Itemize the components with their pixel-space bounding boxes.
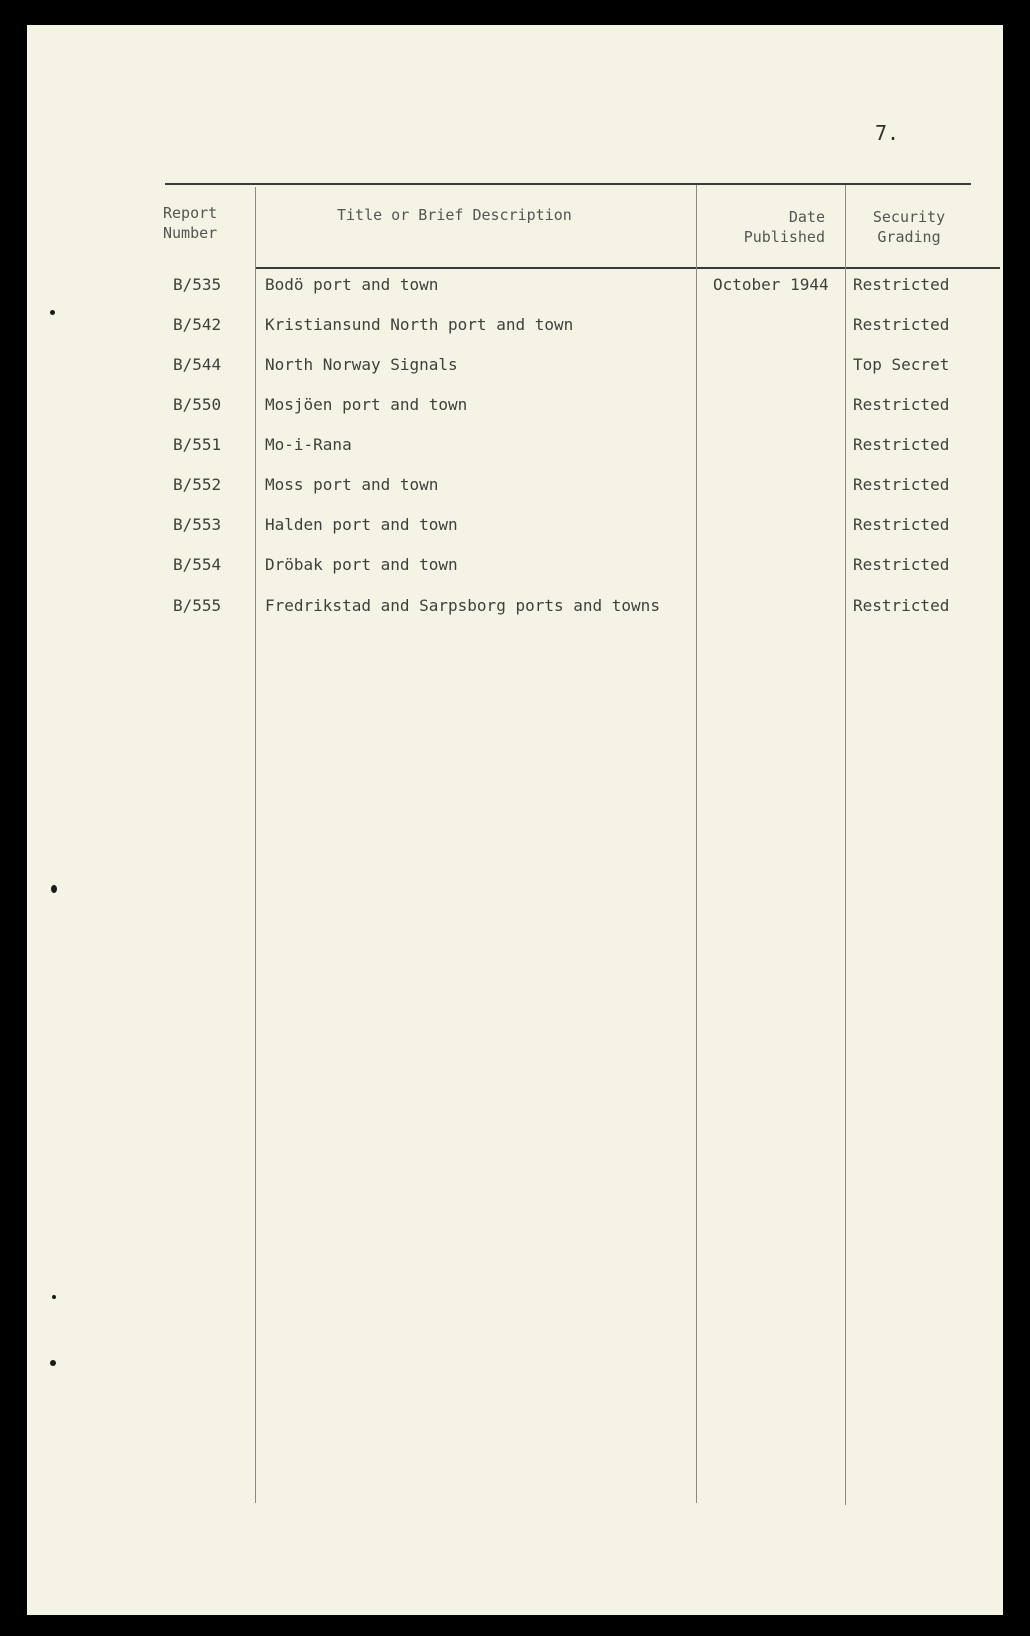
table-row	[27, 395, 1003, 425]
report-title: Mo-i-Rana	[265, 435, 352, 454]
paper-sheet	[27, 25, 1003, 1615]
report-title: North Norway Signals	[265, 355, 458, 374]
header-report-line-1: Report	[163, 204, 218, 222]
table-row	[27, 475, 1003, 505]
report-title: Fredrikstad and Sarpsborg ports and towns	[265, 596, 660, 615]
report-title: Mosjöen port and town	[265, 395, 468, 414]
report-number: B/551	[173, 435, 222, 454]
report-number: B/542	[173, 315, 222, 334]
security-grading: Restricted	[853, 596, 950, 615]
security-grading: Restricted	[853, 435, 950, 454]
report-number: B/535	[173, 275, 222, 294]
report-number: B/554	[173, 555, 222, 574]
security-grading: Restricted	[853, 275, 950, 294]
header-report-number	[163, 203, 217, 243]
header-date-published	[727, 207, 825, 247]
table-row	[27, 515, 1003, 545]
punch-mark	[51, 885, 57, 893]
security-grading: Restricted	[853, 515, 950, 534]
punch-mark	[50, 1360, 56, 1366]
header-bottom-rule	[255, 267, 1000, 269]
header-report-line-2: Number	[163, 224, 218, 242]
report-title: Bodö port and town	[265, 275, 439, 294]
security-grading: Restricted	[853, 475, 950, 494]
page-number: 7.	[875, 121, 900, 145]
table-row	[27, 435, 1003, 465]
security-grading: Restricted	[853, 315, 950, 334]
report-number: B/553	[173, 515, 222, 534]
table-row	[27, 315, 1003, 345]
report-number: B/552	[173, 475, 222, 494]
report-title: Dröbak port and town	[265, 555, 458, 574]
header-security-line-1: Security	[872, 208, 946, 226]
punch-mark	[52, 1295, 56, 1299]
table-top-rule	[165, 183, 971, 185]
punch-mark	[50, 310, 55, 315]
header-date-line-1: Date	[788, 208, 825, 226]
report-title: Moss port and town	[265, 475, 439, 494]
report-title: Kristiansund North port and town	[265, 315, 574, 334]
header-security-line-2: Grading	[877, 228, 941, 246]
table-row	[27, 596, 1003, 626]
header-security-grading	[857, 207, 961, 247]
table-row	[27, 275, 1003, 305]
report-number: B/544	[173, 355, 222, 374]
table-row	[27, 555, 1003, 585]
report-number: B/555	[173, 596, 222, 615]
date-published: October 1944	[713, 275, 829, 294]
security-grading: Top Secret	[853, 355, 950, 374]
header-title: Title or Brief Description	[337, 206, 572, 224]
header-date-line-2: Published	[743, 228, 825, 246]
report-title: Halden port and town	[265, 515, 458, 534]
security-grading: Restricted	[853, 555, 950, 574]
report-number: B/550	[173, 395, 222, 414]
table-row	[27, 355, 1003, 385]
security-grading: Restricted	[853, 395, 950, 414]
